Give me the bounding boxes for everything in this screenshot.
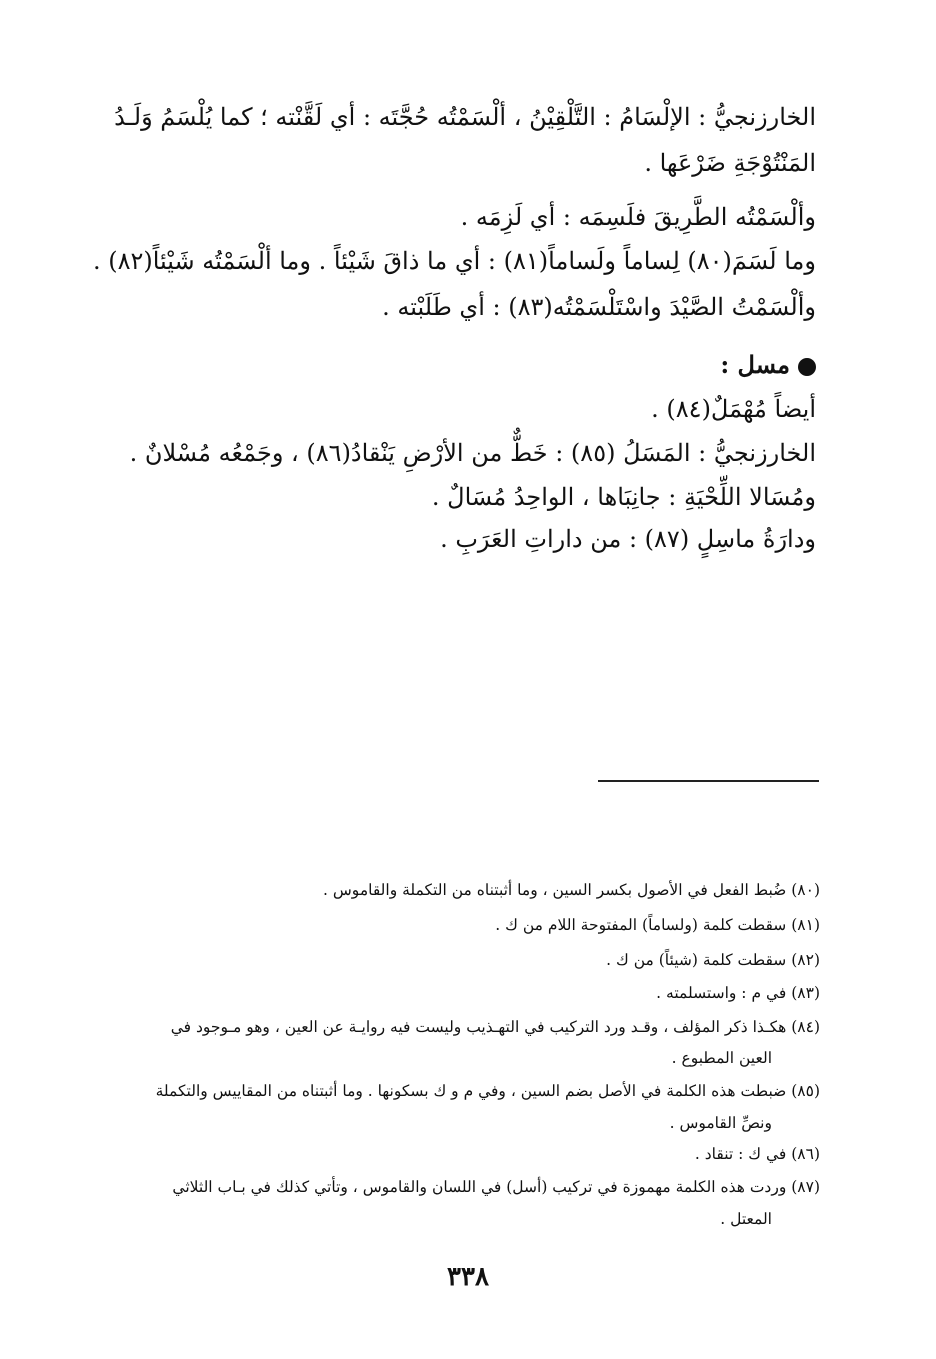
text-line: وألْسَمْتُه الطَّرِيقَ فلَسِمَه : أي لَزِمَه . <box>460 203 816 231</box>
bullet-icon <box>798 358 816 376</box>
footnote: (٨٣) في م : واستسلمته . <box>656 984 820 1002</box>
text-line: الخارزنجيُّ : الإلْسَامُ : التَّلْقِيْنُ ، ألْسَمْتُه حُجَّتَه : أي لَقَّنْته ؛ كما يُلْسَمُ وَلَـدُ <box>114 103 816 131</box>
section-heading-label: مسل : <box>720 350 790 379</box>
footnote: (٨٥) ضبطت هذه الكلمة في الأصل بضم السين ، وفي م و ك بسكونها . وما أثبتناه من المقاييس والتكملة <box>155 1082 820 1100</box>
text-line: وألْسَمْتُ الصَّيْدَ واسْتَلْسَمْتُه(٨٣) : أي طَلَبْته . <box>382 293 816 321</box>
page-number: ٣٣٨ <box>447 1262 489 1292</box>
footnote: (٨٢) سقطت كلمة (شيئاً) من ك . <box>606 951 820 969</box>
section-heading <box>116 348 816 382</box>
text-line: المَنْتُوْجَةِ ضَرْعَها . <box>644 149 816 177</box>
text-line: وما لَسَمَ(٨٠) لِساماً ولَساماً(٨١) : أي ما ذاقَ شَيْئاً . وما ألْسَمْتُه شَيْئاً(٨٢) . <box>92 247 816 275</box>
footnote: (٨١) سقطت كلمة (ولساماً) المفتوحة اللام من ك . <box>495 916 820 934</box>
text-line: الخارزنجيُّ : المَسَلُ (٨٥) : خَطٌّ من الأرْضِ يَنْقادُ(٨٦) ، وجَمْعُه مُسْلانٌ . <box>129 439 816 467</box>
footnote-continuation: ونصِّ القاموس . <box>669 1114 772 1132</box>
footnote-continuation: المعتل . <box>720 1210 772 1228</box>
footnote: (٨٧) وردت هذه الكلمة مهموزة في تركيب (أسل) في اللسان والقاموس ، وتأتي كذلك في بـاب الثلاثي <box>172 1178 820 1196</box>
footnote: (٨٠) ضُبط الفعل في الأصول بكسر السين ، وما أثبتناه من التكملة والقاموس . <box>323 881 820 899</box>
footnote: (٨٤) هكـذا ذكر المؤلف ، وقـد ورد التركيب في التهـذيب وليست فيه روايـة عن العين ، وهو مـوجود في <box>170 1018 820 1036</box>
text-line: ودارَةُ ماسِلٍ (٨٧) : من داراتِ العَرَبِ . <box>440 525 816 553</box>
text-line: ومُسَالا اللِّحْيَةِ : جانِبَاها ، الواحِدُ مُسَالٌ . <box>431 483 816 511</box>
footnote-continuation: العين المطبوع . <box>671 1049 772 1067</box>
footnote: (٨٦) في ك : تنقاد . <box>694 1145 820 1163</box>
footnote-divider <box>598 780 819 782</box>
text-line: أيضاً مُهْمَلٌ(٨٤) . <box>651 395 816 423</box>
